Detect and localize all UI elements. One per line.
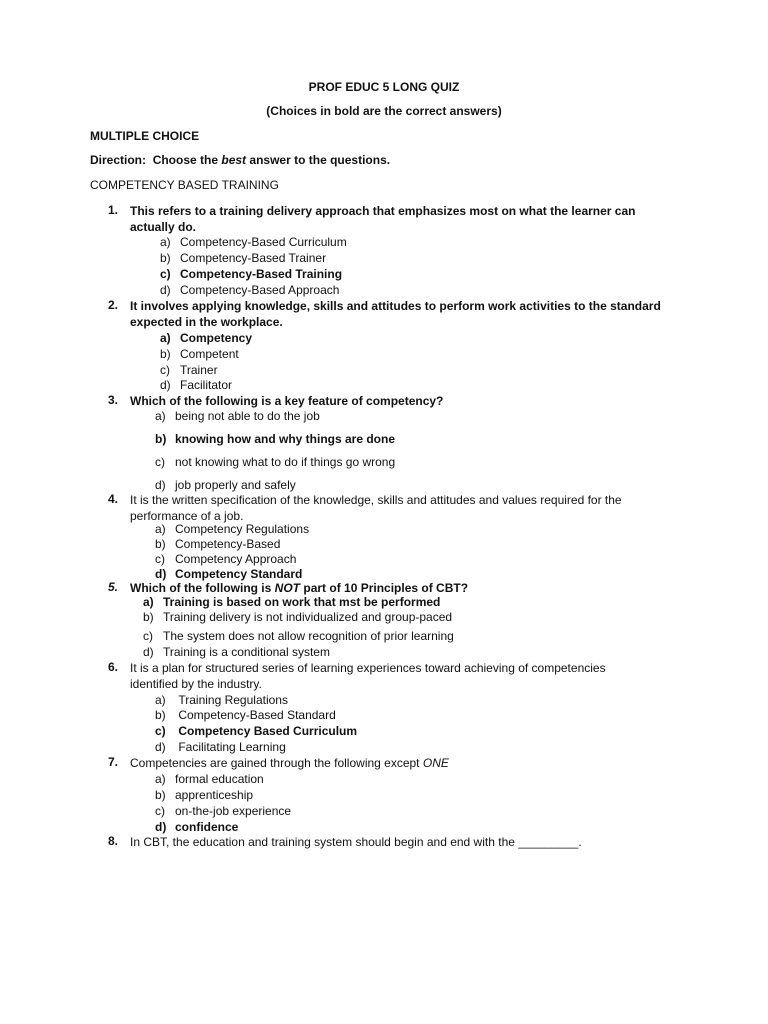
option-d bbox=[160, 377, 232, 393]
option-text: apprenticeship bbox=[175, 788, 254, 802]
question-text-line: performance of a job. bbox=[130, 509, 244, 523]
section-heading: MULTIPLE CHOICE bbox=[90, 129, 200, 143]
option-text: Competency-Based Approach bbox=[180, 283, 340, 297]
question-text-post: part of 10 Principles of CBT? bbox=[303, 581, 469, 595]
option-text: confidence bbox=[175, 820, 239, 834]
option-c bbox=[155, 454, 395, 470]
option-text: Competency-Based Trainer bbox=[180, 251, 327, 265]
option-label: d) bbox=[155, 820, 167, 834]
question-number: 8. bbox=[107, 834, 118, 848]
option-c bbox=[155, 551, 296, 567]
option-label: a) bbox=[155, 693, 166, 707]
option-c-correct bbox=[160, 266, 342, 282]
question-text-line: expected in the workplace. bbox=[130, 315, 283, 329]
question-number: 2. bbox=[107, 298, 118, 312]
question-text bbox=[130, 492, 670, 524]
option-text: Competency Based Curriculum bbox=[178, 724, 358, 738]
option-a bbox=[160, 234, 347, 250]
option-text: on-the-job experience bbox=[175, 804, 292, 818]
option-text: Competency Approach bbox=[175, 552, 297, 566]
option-a bbox=[155, 521, 309, 537]
question-text bbox=[130, 203, 670, 235]
option-label: b) bbox=[155, 708, 166, 722]
option-label: d) bbox=[143, 645, 154, 659]
option-b bbox=[155, 787, 253, 803]
option-label: a) bbox=[155, 522, 166, 536]
direction-text-pre: Choose the bbox=[152, 153, 219, 167]
option-label: b) bbox=[143, 610, 154, 624]
option-b bbox=[143, 609, 452, 625]
question-number: 3. bbox=[107, 393, 118, 407]
option-d bbox=[155, 477, 296, 493]
question-text-pre: Competencies are gained through the following except bbox=[130, 756, 420, 770]
option-c-correct bbox=[155, 723, 357, 739]
option-text: being not able to do the job bbox=[175, 409, 320, 423]
option-c bbox=[160, 362, 218, 378]
option-label: a) bbox=[143, 595, 154, 609]
option-a bbox=[155, 408, 320, 424]
option-label: b) bbox=[155, 788, 166, 802]
option-label: d) bbox=[160, 378, 171, 392]
option-text: Facilitating Learning bbox=[178, 740, 286, 754]
option-b bbox=[155, 536, 280, 552]
option-label: c) bbox=[155, 804, 165, 818]
question-text-line: It is the written specification of the knowledge, skills and attitudes and values required for the bbox=[130, 493, 622, 507]
question-text-line: It is a plan for structured series of learning experiences toward achieving of competencies bbox=[130, 661, 606, 675]
direction-label: Direction: bbox=[90, 153, 147, 167]
option-label: a) bbox=[155, 409, 166, 423]
direction-text-post: answer to the questions. bbox=[249, 153, 391, 167]
option-text: Facilitator bbox=[180, 378, 233, 392]
question-text-line: identified by the industry. bbox=[130, 677, 262, 691]
option-d-correct bbox=[155, 819, 238, 835]
option-label: a) bbox=[160, 235, 171, 249]
direction-text-em: best bbox=[221, 153, 247, 167]
option-text: job properly and safely bbox=[175, 478, 296, 492]
option-text: Trainer bbox=[180, 363, 218, 377]
option-label: d) bbox=[155, 567, 167, 581]
option-text: Training is based on work that mst be performed bbox=[163, 595, 441, 609]
option-b-correct bbox=[155, 431, 395, 447]
option-a bbox=[155, 692, 288, 708]
option-label: c) bbox=[155, 724, 166, 738]
question-number bbox=[96, 580, 118, 594]
option-d bbox=[155, 739, 286, 755]
option-label: d) bbox=[155, 740, 166, 754]
question-text-em: ONE bbox=[422, 756, 449, 770]
option-label: c) bbox=[143, 629, 153, 643]
option-text: Competency-Based Curriculum bbox=[180, 235, 347, 249]
option-label: a) bbox=[155, 772, 166, 786]
option-text: Competency-Based Standard bbox=[178, 708, 336, 722]
option-text: formal education bbox=[175, 772, 264, 786]
question-text-pre: Which of the following is bbox=[130, 581, 272, 595]
question-text: In CBT, the education and training system should begin and end with the _________. bbox=[130, 835, 582, 849]
option-text: Competency-Based Training bbox=[180, 267, 343, 281]
question-text-line: actually do. bbox=[130, 220, 197, 234]
question-text-em: NOT bbox=[274, 581, 301, 595]
option-text: The system does not allow recognition of prior learning bbox=[163, 629, 454, 643]
option-text: Competent bbox=[180, 347, 239, 361]
option-label: d) bbox=[160, 283, 171, 297]
question-text bbox=[130, 298, 670, 330]
option-text: Training delivery is not individualized and group-paced bbox=[163, 610, 453, 624]
direction-line bbox=[90, 153, 390, 167]
option-label: b) bbox=[160, 347, 171, 361]
question-text-line: It involves applying knowledge, skills and attitudes to perform work activities to the standard bbox=[130, 299, 661, 313]
option-a-correct bbox=[143, 594, 440, 610]
document-subtitle: (Choices in bold are the correct answers) bbox=[266, 104, 502, 118]
option-label: b) bbox=[155, 537, 166, 551]
question-text bbox=[130, 755, 670, 771]
option-a bbox=[155, 771, 264, 787]
option-text: Training Regulations bbox=[178, 693, 288, 707]
option-label: c) bbox=[155, 455, 165, 469]
document-title: PROF EDUC 5 LONG QUIZ bbox=[308, 80, 460, 94]
question-number: 6. bbox=[107, 660, 118, 674]
option-c bbox=[143, 628, 454, 644]
option-label: b) bbox=[155, 432, 167, 446]
topic-heading: COMPETENCY BASED TRAINING bbox=[90, 178, 279, 192]
option-text: Competency Standard bbox=[175, 567, 303, 581]
option-label: d) bbox=[155, 478, 166, 492]
option-d bbox=[160, 282, 339, 298]
option-b bbox=[160, 346, 239, 362]
question-number: 7. bbox=[107, 755, 118, 769]
option-c bbox=[155, 803, 291, 819]
option-b bbox=[155, 707, 336, 723]
question-number: 1. bbox=[107, 203, 118, 217]
option-d bbox=[143, 644, 330, 660]
question-text-line: This refers to a training delivery approach that emphasizes most on what the learner can bbox=[130, 204, 636, 218]
option-text: Training is a conditional system bbox=[163, 645, 330, 659]
option-label: c) bbox=[155, 552, 165, 566]
option-text: not knowing what to do if things go wrong bbox=[175, 455, 396, 469]
option-text: knowing how and why things are done bbox=[175, 432, 396, 446]
option-text: Competency bbox=[180, 331, 253, 345]
option-b bbox=[160, 250, 326, 266]
option-label: c) bbox=[160, 363, 170, 377]
question-text bbox=[130, 660, 670, 692]
option-label: c) bbox=[160, 267, 171, 281]
option-label: a) bbox=[160, 331, 171, 345]
option-label: b) bbox=[160, 251, 171, 265]
option-a-correct bbox=[160, 330, 252, 346]
question-number-italic: 5. bbox=[107, 580, 118, 594]
question-number: 4. bbox=[107, 492, 118, 506]
question-text: Which of the following is a key feature of competency? bbox=[130, 394, 444, 408]
option-text: Competency Regulations bbox=[175, 522, 310, 536]
option-text: Competency-Based bbox=[175, 537, 281, 551]
